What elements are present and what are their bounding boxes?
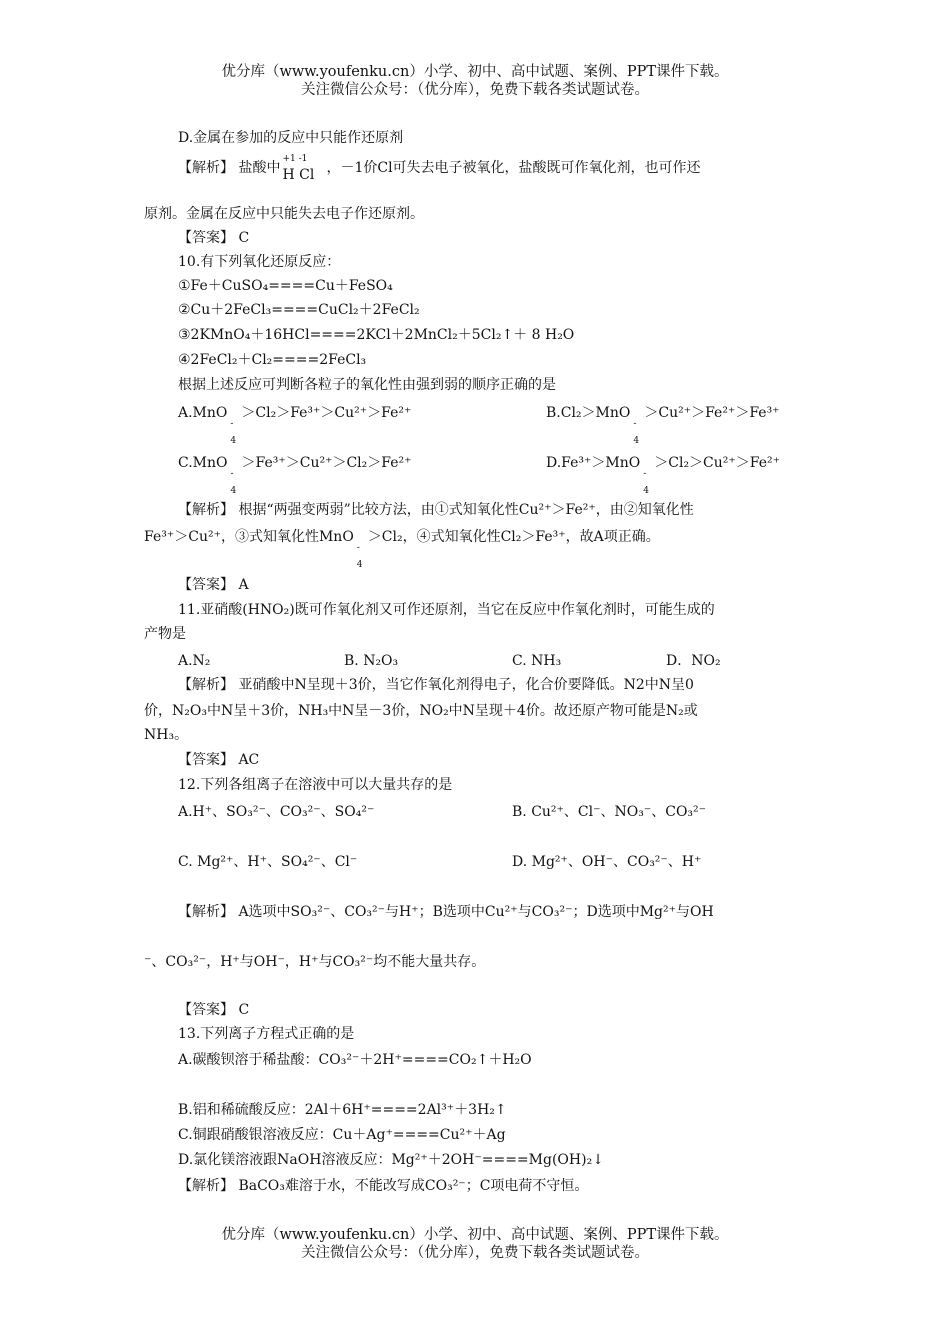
q12-stem: 12.下列各组离子在溶液中可以大量共存的是 (178, 777, 453, 793)
q11-option-c: C. NH₃ (512, 653, 562, 669)
q10-reaction-1: ①Fe＋CuSO₄====Cu＋FeSO₄ (178, 278, 393, 294)
q10-reaction-2: ②Cu＋2FeCl₃====CuCl₂＋2FeCl₂ (178, 302, 420, 318)
q9-analysis-rest: ，－1价Cl可失去电子被氧化，盐酸既可作氧化剂，也可作还 (326, 160, 701, 176)
q10-option-a: A.MnO 4 - ＞Cl₂＞Fe³⁺＞Cu²⁺＞Fe²⁺ (178, 405, 412, 446)
q12-answer: 【答案】 C (178, 1002, 250, 1018)
q13-option-a: A.碳酸钡溶于稀盐酸：CO₃²⁻＋2H⁺====CO₂↑＋H₂O (178, 1052, 532, 1068)
q10-option-b: B.Cl₂＞MnO 4 - ＞Cu²⁺＞Fe²⁺＞Fe³⁺ (546, 405, 780, 446)
page-footer-line2: 关注微信公众号：（优分库），免费下载各类试题试卷。 (301, 1245, 649, 1261)
q10-answer: 【答案】 A (178, 577, 249, 593)
hcl-oxidation-states: +1 -1 H Cl (282, 154, 315, 183)
q10-analysis-line2: Fe³⁺＞Cu²⁺，③式知氧化性MnO 4 - ＞Cl₂，④式知氧化性Cl₂＞Fe³⁺，故A项正确。 (144, 529, 660, 570)
q11-option-b: B. N₂O₃ (344, 653, 399, 669)
q10-reaction-3: ③2KMnO₄＋16HCl====2KCl＋2MnCl₂＋5Cl₂↑＋ 8 H₂O (178, 327, 575, 343)
q10-option-d: D.Fe³⁺＞MnO 4 - ＞Cl₂＞Cu²⁺＞Fe²⁺ (546, 455, 781, 496)
q12-analysis-line2: ⁻、CO₃²⁻，H⁺与OH⁻，H⁺与CO₃²⁻均不能大量共存。 (144, 954, 486, 970)
q9-analysis-prefix: 【解析】 盐酸中 (178, 160, 281, 176)
q11-option-d: D．NO₂ (666, 653, 721, 669)
q9-analysis-line2: 原剂。金属在反应中只能失去电子作还原剂。 (144, 206, 424, 222)
q13-analysis: 【解析】 BaCO₃难溶于水，不能改写成CO₃²⁻；C项电荷不守恒。 (178, 1178, 589, 1194)
page-footer-line1: 优分库（www.youfenku.cn）小学、初中、高中试题、案例、PPT课件下载。 (221, 1227, 729, 1243)
q13-option-c: C.铜跟硝酸银溶液反应：Cu＋Ag⁺====Cu²⁺＋Ag (178, 1127, 506, 1143)
q11-stem-line1: 11.亚硝酸(HNO₂)既可作氧化剂又可作还原剂，当它在反应中作氧化剂时，可能生成的 (178, 602, 715, 618)
q12-analysis-line1: 【解析】 A选项中SO₃²⁻、CO₃²⁻与H⁺；B选项中Cu²⁺与CO₃²⁻；D选项中Mg²⁺与OH (178, 904, 714, 920)
q9-option-d: D.金属在参加的反应中只能作还原剂 (178, 130, 404, 146)
q10-analysis-line1: 【解析】 根据“两强变两弱”比较方法，由①式知氧化性Cu²⁺＞Fe²⁺，由②知氧化性 (178, 502, 694, 518)
q13-stem: 13.下列离子方程式正确的是 (178, 1026, 355, 1042)
q12-option-c: C. Mg²⁺、H⁺、SO₄²⁻、Cl⁻ (178, 854, 358, 870)
q12-option-d: D. Mg²⁺、OH⁻、CO₃²⁻、H⁺ (512, 854, 702, 870)
q10-reaction-4: ④2FeCl₂＋Cl₂====2FeCl₃ (178, 352, 367, 368)
q11-stem-line2: 产物是 (144, 626, 186, 642)
q13-option-d: D.氯化镁溶液跟NaOH溶液反应：Mg²⁺＋2OH⁻====Mg(OH)₂↓ (178, 1152, 604, 1168)
q12-option-b: B. Cu²⁺、Cl⁻、NO₃⁻、CO₃²⁻ (512, 804, 707, 820)
q10-question: 根据上述反应可判断各粒子的氧化性由强到弱的顺序正确的是 (178, 377, 556, 393)
q10-option-c: C.MnO 4 - ＞Fe³⁺＞Cu²⁺＞Cl₂＞Fe²⁺ (178, 455, 412, 496)
page-header-line1: 优分库（www.youfenku.cn）小学、初中、高中试题、案例、PPT课件下载。 (221, 64, 729, 80)
q13-option-b: B.铝和稀硫酸反应：2Al＋6H⁺====2Al³⁺＋3H₂↑ (178, 1102, 507, 1118)
q9-answer: 【答案】 C (178, 230, 250, 246)
q12-option-a: A.H⁺、SO₃²⁻、CO₃²⁻、SO₄²⁻ (178, 804, 375, 820)
q11-analysis-line3: NH₃。 (144, 727, 189, 743)
q11-analysis-line2: 价，N₂O₃中N呈＋3价，NH₃中N呈－3价，NO₂中N呈现＋4价。故还原产物可能是N₂或 (144, 703, 698, 719)
q9-analysis-line1 (178, 154, 701, 183)
q10-stem: 10.有下列氧化还原反应： (178, 254, 341, 270)
q11-answer: 【答案】 AC (178, 752, 260, 768)
page-header-line2: 关注微信公众号：（优分库），免费下载各类试题试卷。 (301, 82, 649, 98)
q11-analysis-line1: 【解析】 亚硝酸中N呈现＋3价，当它作氧化剂得电子，化合价要降低。N2中N呈0 (178, 677, 694, 693)
q11-option-a: A.N₂ (178, 653, 211, 669)
